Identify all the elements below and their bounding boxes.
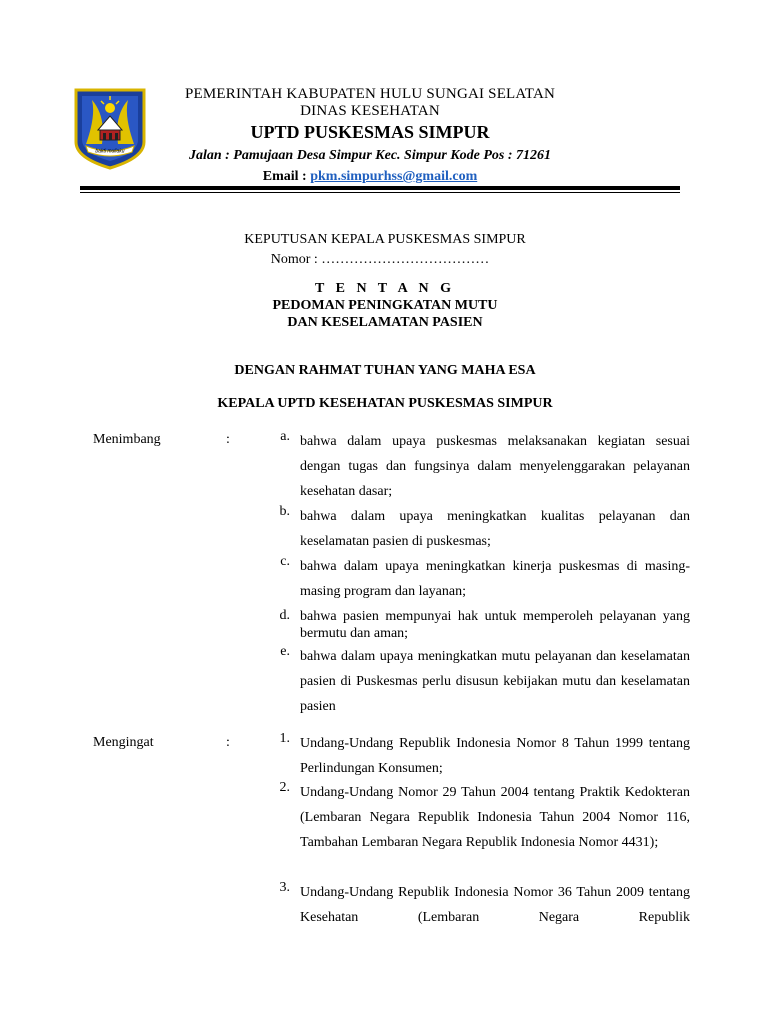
email-link[interactable]: pkm.simpurhss@gmail.com [310, 169, 478, 184]
list-marker: 1. [279, 731, 290, 746]
authority-line: KEPALA UPTD KESEHATAN PUSKESMAS SIMPUR [217, 396, 553, 411]
menimbang-item-d [270, 608, 690, 642]
subject-line-2: DAN KESELAMATAN PASIEN [287, 315, 483, 330]
agency-name: DINAS KESEHATAN [300, 103, 440, 119]
subject-line-1: PEDOMAN PENINGKATAN MUTU [272, 298, 498, 313]
mengingat-label: Mengingat [93, 735, 154, 750]
list-item-text: bahwa dalam upaya meningkatkan mutu pelayanan dan keselamatan pasien di Puskesmas perlu disusun kebijakan mutu dan keselamatan pasien [300, 649, 690, 714]
decree-heading [80, 230, 690, 270]
logo-motto: bakti muliaku [95, 148, 125, 155]
mengingat-item-3 [270, 880, 690, 930]
list-item-text: Undang-Undang Nomor 29 Tahun 2004 tentang Praktik Kedokteran (Lembaran Negara Republik Indonesia Tahun 2004 Nomor 116, Tambahan Lembaran Negara Republik Indonesia Nomor 4431); [300, 785, 690, 850]
decree-number: Nomor : ……………………………… [270, 252, 490, 267]
list-item-text: Undang-Undang Republik Indonesia Nomor 8 Tahun 1999 tentang Perlindungan Konsumen; [300, 736, 690, 776]
menimbang-item-e [270, 644, 690, 719]
list-item-text: bahwa dalam upaya meningkatkan kinerja puskesmas di masing-masing program dan layanan; [300, 559, 690, 599]
regency-emblem-logo [72, 86, 148, 170]
list-marker: b. [279, 504, 290, 519]
mengingat-item-1 [270, 731, 690, 781]
government-name: PEMERINTAH KABUPATEN HULU SUNGAI SELATAN [184, 86, 556, 102]
decree-subject [80, 280, 690, 331]
list-marker: 2. [279, 780, 290, 795]
menimbang-colon: : [226, 432, 230, 447]
about-label: T E N T A N G [315, 281, 455, 296]
list-item-text: Undang-Undang Republik Indonesia Nomor 36 Tahun 2009 tentang Kesehatan (Lembaran Negara Republik [300, 885, 690, 925]
address-line: Jalan : Pamujaan Desa Simpur Kec. Simpur Kode Pos : 71261 [188, 148, 552, 163]
mengingat-colon: : [226, 735, 230, 750]
list-item-text: bahwa pasien mempunyai hak untuk memperoleh pelayanan yang bermutu dan aman; [300, 609, 690, 641]
letterhead-divider-thick [80, 186, 680, 190]
letterhead [150, 86, 590, 186]
letterhead-divider-thin [80, 192, 680, 193]
list-marker: 3. [279, 880, 290, 895]
email-label: Email : [262, 169, 311, 184]
menimbang-item-b [270, 504, 690, 554]
blessing-line: DENGAN RAHMAT TUHAN YANG MAHA ESA [234, 363, 536, 378]
menimbang-label: Menimbang [93, 432, 161, 447]
list-marker: e. [280, 644, 290, 659]
list-marker: d. [279, 608, 290, 623]
menimbang-item-a [270, 429, 690, 504]
institution-name: UPTD PUSKESMAS SIMPUR [250, 122, 490, 142]
list-marker: a. [280, 429, 290, 444]
list-item-text: bahwa dalam upaya puskesmas melaksanakan kegiatan sesuai dengan tugas dan fungsinya dalam menyelenggarakan pelayanan kesehatan dasar; [300, 434, 690, 499]
mengingat-item-2 [270, 780, 690, 855]
decree-title: KEPUTUSAN KEPALA PUSKESMAS SIMPUR [244, 232, 526, 247]
list-item-text: bahwa dalam upaya meningkatkan kualitas pelayanan dan keselamatan pasien di puskesmas; [300, 509, 690, 549]
email-line [150, 168, 590, 186]
menimbang-item-c [270, 554, 690, 604]
list-marker: c. [280, 554, 290, 569]
